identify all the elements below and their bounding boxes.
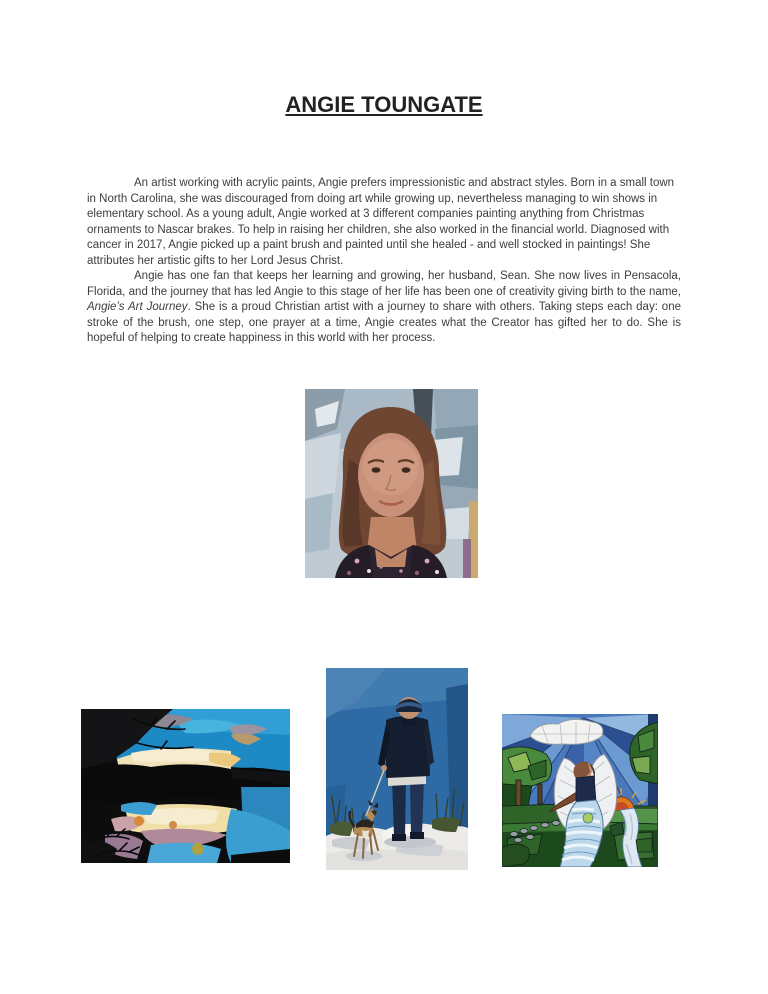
bio-paragraph-2-text: Angie has one fan that keeps her learning and growing, her husband, Sean. She now lives in Pensacola, Florida, and the journey that has led Angie to this stage of her life has been one of creativity giving birth to the name,: [87, 270, 681, 298]
artist-bio: [87, 176, 681, 347]
bio-paragraph-1: An artist working with acrylic paints, Angie prefers impressionistic and abstract styles. Born in a small town in North Carolina, she was discouraged from doing art while growing up, nevertheless managing to win shows in elementary school. As a young adult, Angie worked at 3 different companies painting anything from Christmas ornaments to Nascar brakes. To help in raising her children, she also worked in the financial world. Diagnosed with cancer in 2017, Angie picked up a paint brush and painted until she healed - and well stocked in paintings! She attributes her artistic gifts to her Lord Jesus Christ.: [87, 177, 675, 267]
bio-paragraph-2-text-end: . She is a proud Christian artist with a journey to share with others. Taking steps each day: one stroke of the brush, one step, one prayer at a time, Angie creates what the Creator has gifted her to do. She is hopeful of helping to create happiness in this world with her process.: [87, 301, 681, 344]
artwork-man-walking-dog-painting: [326, 668, 468, 870]
artwork-angel-stained-glass-painting: [502, 714, 658, 867]
bio-paragraph-2: [87, 269, 681, 347]
artwork-landscape-sunset-painting: [81, 709, 290, 863]
art-journey-title: Angie’s Art Journey: [87, 301, 188, 313]
portrait-photo: [305, 389, 478, 578]
page-title: ANGIE TOUNGATE: [285, 92, 483, 117]
